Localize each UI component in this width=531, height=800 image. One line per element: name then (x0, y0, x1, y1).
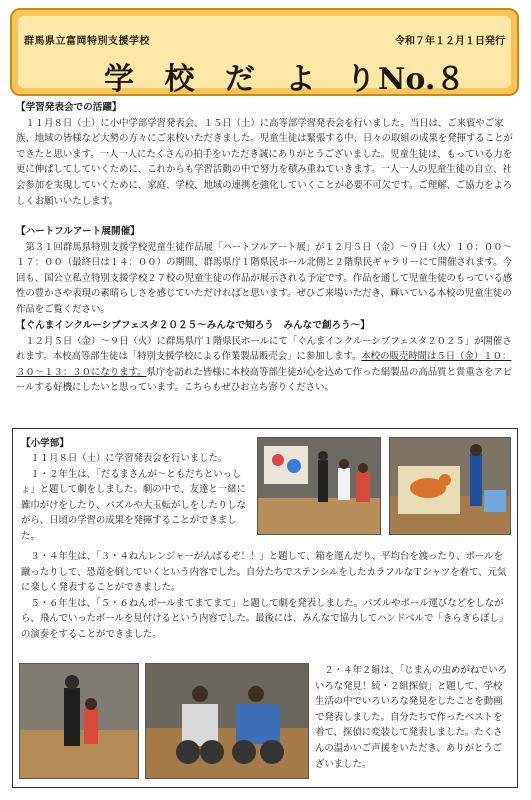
photo-illustration (258, 438, 381, 535)
section-inclusive-festa (16, 318, 516, 396)
paragraph: １・２年生は、「だるまさんが～ともだちといっしょ」と題して劇をしました。劇の中で、友達と一緒に雑巾がけをしたり、パズルや大玉転がしをしたりしながら、日頃の学習の成果を発揮することができました。 (21, 468, 247, 542)
elementary-text-bottom (315, 663, 511, 772)
issue-date: 令和７年１２月１日発行 (395, 36, 505, 47)
newsletter-title: 学 校 だ よ り (104, 62, 386, 97)
section-body (16, 334, 516, 396)
sales-time-underlined: 本校の販売時間は５日（金）１０：３０～１３：３０になります。 (16, 351, 512, 378)
section-body: １１月８日（土）に小中学部学習発表会、１５日（土）に高等部学習発表会を行いました。当日は、ご来賓やご家族、地域の皆様など大勢の方々にご来校いただきました。児童生徒は緊張する中、日々の取組の成果を発揮することができたと思います。一人一人にたくさんの拍手をいただき誠にありがとうございました。児童生徒は、もっている力を更に伸ばしてしていくために、これからも学習活動の中で努力を積み重ねていきます。一人一人の児童生徒の自立、社会参加を実現していくために、家庭、学校、地域の連携を強化していくことが必要不可欠です。ご理解、ご協力をよろしくお願いいたします。 (16, 117, 513, 207)
photo-illustration (146, 664, 309, 779)
elementary-text-middle (21, 549, 511, 643)
photo-grade34-dinosaur (389, 437, 511, 535)
section-heading: 【学習発表会での活躍】 (16, 102, 122, 113)
paragraph: ３・４年生は、「３・４ねんレンジャーがんばるぞ！！」と題して、箱を運んだり、平均台を渡ったり、ボールを蹴ったりして、恐竜を倒していくという内容でした。自分たちでステンシルをしたカラフルなＴシャツを着て、元気に楽しく発表することができました。 (21, 551, 507, 594)
section-art-exhibition (16, 224, 516, 318)
section-heading: 【ハートフルアート展開催】 (16, 226, 140, 237)
body-text: 県庁を訪れた皆様に本校高等部生徒が心を込めて作った絹製品の高品質と貴重さをアピールする好機にしたいと思っています。こちらもぜひお立ち寄りください。 (16, 366, 513, 394)
paragraph: １１月８日（土）に学習発表会を行いました。 (30, 453, 228, 464)
elementary-heading: 【小学部】 (21, 438, 69, 449)
photo-grade12-performance (257, 437, 381, 535)
section-body: 第３１回群馬県特別支援学校児童生徒作品展「ハートフルアート展」が１２月５日（金）～９日（火）１０：００～１７：００（最終日は１４：００）の期間、群馬県庁１階県民ホール北側と２階県民ギャラリーにて開催されます。今回も、国公立私立特別支援学校２７校の児童生徒の作品が展示される予定です。作品を通して児童生徒のもっている感性の豊かさや表現の素晴らしさを感じていただければと思います。ぜひご来場いただき、輝いている本校の児童生徒の作品をご覧ください。 (16, 241, 513, 315)
paragraph: ５・６年生は、「５・６ねんボールまてまてまて」と題して劇を発表しました。パズルやボール運びなどをしながら、飛んでいったボールを見付けるという内容でした。最後には、みんなで協力してハンドベルで「きらきらぼし」の演奏をすることができました。 (21, 597, 509, 640)
issue-number: No.８ (378, 62, 466, 97)
body-text: １２月５日（金）～９日（火）に群馬県庁１階県民ホールにて「ぐんまインクルーシブフェスタ２０２５」が開催されます。本校高等部生徒は「特別支援学校による作業製品販売会」に参加します。 (16, 335, 512, 363)
photo-class2-detectives (145, 663, 309, 779)
photo-illustration (20, 664, 139, 779)
photo-illustration (390, 438, 511, 535)
elementary-text-top (21, 451, 251, 545)
paragraph: ２・４年２組は、「じまんの虫めがねでいろいろな発見！続・２組探偵」と題して、学校生活の中でいろいろな発見をしたことを動画で発表しました。自分たちで作ったベストを着て、探偵に変装して発表しました。たくさんの温かいご声援をいただき、ありがとうございました。 (315, 665, 507, 770)
photo-grade56-handbell (19, 663, 139, 779)
section-heading: 【ぐんまインクルーシブフェスタ２０２５～みんなで知ろう みんなで創ろう～】 (16, 320, 370, 331)
section-presentation (16, 100, 516, 209)
elementary-section-box (12, 428, 518, 788)
school-name: 群馬県立富岡特別支援学校 (24, 36, 150, 47)
newsletter-header (10, 8, 519, 96)
